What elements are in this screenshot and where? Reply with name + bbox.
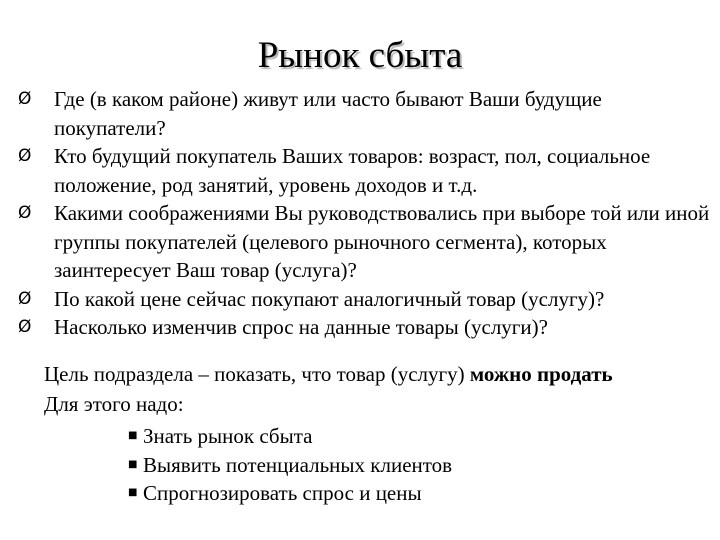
slide-title: Рынок сбыта [257, 35, 463, 76]
goal-paragraph [44, 359, 720, 419]
arrow-bullet-icon: Ø [18, 89, 32, 109]
question-text: Насколько изменчив спрос на данные товары (услуги)? [54, 315, 548, 339]
arrow-bullet-icon: Ø [18, 288, 32, 309]
steps-list [128, 422, 452, 508]
list-item [128, 451, 452, 480]
arrow-bullet-icon: Ø [18, 317, 32, 337]
square-bullet-icon: ■ [128, 430, 138, 441]
list-item [18, 142, 718, 199]
goal-line [44, 359, 720, 389]
goal-subheading: Для этого надо: [44, 392, 184, 416]
square-bullet-icon: ■ [128, 458, 138, 470]
step-text: Спрогнозировать спрос и цены [143, 481, 422, 505]
questions-list [18, 85, 718, 342]
step-text: Знать рынок сбыта [143, 424, 313, 448]
goal-text: Цель подраздела – показать, что товар (услугу) [44, 362, 470, 386]
arrow-bullet-icon: Ø [18, 203, 32, 223]
list-item [18, 85, 718, 142]
question-text: Кто будущий покупатель Ваших товаров: возраст, пол, социальное положение, род занятий, уровень доходов и т.д. [54, 144, 651, 197]
step-text: Выявить потенциальных клиентов [143, 452, 453, 477]
list-item [18, 199, 718, 285]
list-item [128, 422, 452, 451]
list-item [18, 313, 718, 342]
question-text: Где (в каком районе) живут или часто бывают Ваши будущие покупатели? [54, 87, 602, 140]
arrow-bullet-icon: Ø [18, 146, 32, 166]
list-item [18, 285, 718, 314]
question-text: По какой цене сейчас покупают аналогичный товар (услугу)? [54, 286, 605, 311]
list-item [128, 479, 452, 508]
square-bullet-icon: ■ [128, 487, 138, 498]
question-text: Какими соображениями Вы руководствовались при выборе той или иной группы покупателей (целевого рыночного сегмента), которых заинтересует Ваш товар (услуга)? [54, 201, 710, 282]
goal-emphasis: можно продать [469, 362, 613, 386]
